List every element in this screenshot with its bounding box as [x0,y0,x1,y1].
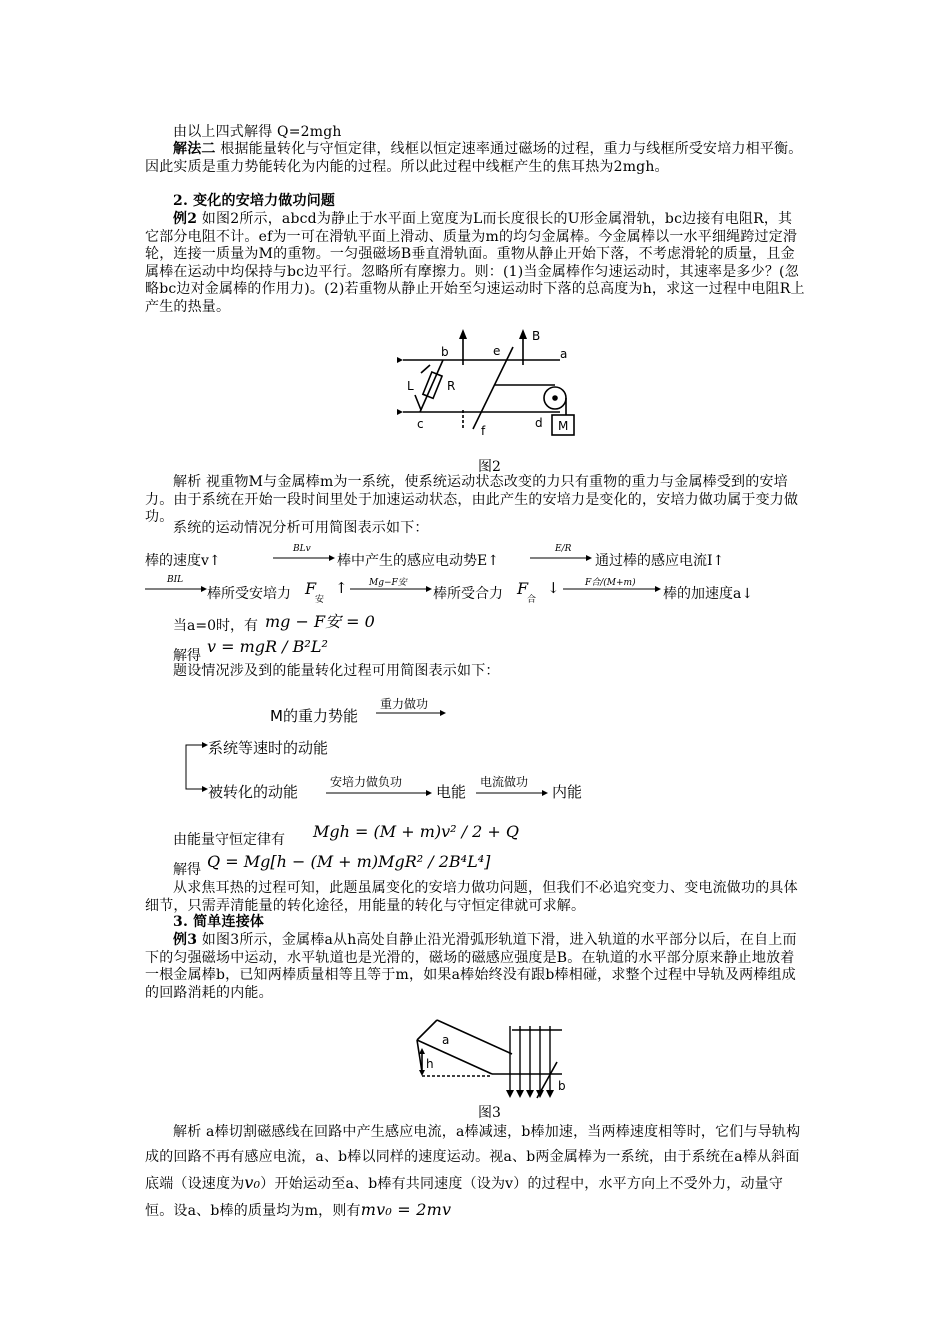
equation-momentum: mv₀ = 2mv [360,1200,452,1219]
label-d: d [535,416,543,430]
figure-2-caption: 图2 [478,459,501,475]
example-2-label: 例2 [173,211,198,227]
section-3-heading: 3. 简单连接体 [173,914,265,930]
chain1-arrow1 [273,554,335,562]
example-2-text: 例2 如图2所示，abcd为静止于水平面上宽度为L而长度很长的U形金属滑轨，bc边接有电阻R，其它部分电阻不计。ef为一可在滑轨平面上滑动、质量为m的均匀金属棒。今金属棒以一水平细绳跨过定滑轮，连接一质量为M的重物。一匀强磁场B垂直滑轨面。重物从静止开始下落，不考虑滑轮的质量，且金属棒在运动中均保持与bc边平行。忽略所有摩擦力。则：(1)当金属棒作匀速运动时，其速率是多少？(忽略bc边对金属棒的作用力)。(2)若重物从静止开始至匀速运动时下落的总高度为h，求这一过程中电阻R上产生的热量。 [145,211,805,315]
label-a: a [442,1033,450,1047]
figure-3-caption: 图3 [478,1105,501,1121]
equation-force-balance: mg − F安 = 0 [265,612,375,631]
flow-arrow1-label: 安培力做负功 [330,775,403,789]
chain1-arrow2 [530,554,592,562]
flow-internal: 内能 [552,783,583,801]
energy-flow-diagram [180,695,610,810]
chain2-down-arrow: ↓ [547,579,560,597]
chain2-arrow0 [145,585,207,593]
paragraph-method-two: 解法二 根据能量转化与守恒定律，线框以恒定速率通过磁场的过程，重力与线框所受安培力相平衡。因此实质是重力势能转化为内能的过程。所以此过程中线框产生的焦耳热为2mgh。 [145,141,803,175]
conservation-line: 由能量守恒定律有 Mgh = (M + m)v² / 2 + Q [173,822,520,848]
flow-branch-converted: 被转化的动能 [208,783,299,801]
example-3-text: 例3 如图3所示，金属棒a从h高处自静止沿光滑弧形轨道下滑，进入轨道的水平部分以后，在自上而下的匀强磁场中运动，水平轨道也是光滑的，磁场的磁感应强度是B。在轨道的水平部分原来静止地放着一根金属棒b，已知两棒质量相等且等于m，如果a棒始终没有跟b棒相碰，求整个过程中导轨及两棒组成的回路消耗的内能。 [145,932,797,1001]
chain2-acceleration: 棒的加速度a↓ [663,586,754,602]
chain2-arrow1-label: Mg−F安 [369,578,407,588]
energy-intro: 题设情况涉及到的能量转化过程可用简图表示如下： [173,663,500,679]
label-b: b [441,345,449,359]
flow-arrow1 [326,789,432,797]
analysis-2: 解析 a棒切割磁感线在回路中产生感应电流，a棒减速，b棒加速，当两棒速度相等时，它们与导轨构成的回路不再有感应电流，a、b棒以同样的速度运动。视a、b两金属棒为一系统，由于系统在a棒从斜面底端（设速度为v₀）开始运动至a、b棒有共同速度（设为v）的过程中，水平方向上不受外力，动量守恒。设a、b棒的质量均为m，则有mv₀ = 2mv [145,1124,801,1219]
analysis-1: 解析 视重物M与金属棒m为一系统，使系统运动状态改变的力只有重物的重力与金属棒受到的安培力。由于系统在开始一段时间里处于加速运动状态，由此产生的安培力是变化的，安培力做功属于变力做功。 [145,474,799,525]
condition-line: 当a=0时，有 mg − F安 = 0 [145,607,805,633]
solve-line-2: 解得 Q = Mg[h − (M + m)MgR² / 2B⁴L⁴] [173,852,491,878]
chain1-emf: 棒中产生的感应电动势E↑ [337,553,499,569]
flow-electric: 电能 [436,783,467,801]
label-e: e [493,344,501,358]
flow-arrow2-label: 电流做功 [480,775,529,789]
label-a: a [560,347,568,361]
label-L: L [407,379,414,393]
flow-bracket [180,739,210,799]
solve-line-1: 解得 v = mgR / B²L² [173,637,328,664]
chain2-arrow1 [350,585,432,593]
equation-energy: Mgh = (M + m)v² / 2 + Q [313,822,520,841]
chain2-arrow2 [563,585,661,593]
equation-velocity: v = mgR / B²L² [207,637,328,656]
label-R: R [447,379,456,393]
chain2-arrow2-label: F合/(M+m) [585,578,636,588]
figure-3-diagram [412,1012,572,1100]
example-3-label: 例3 [173,932,198,948]
chain1-arrow1-label: BLv [293,544,311,554]
paragraph-result: 由以上四式解得 Q=2mgh [173,124,342,140]
motion-chain-1 [145,544,805,570]
flow-arrow0-label: 重力做功 [380,697,429,711]
label-M: M [558,419,569,433]
label-B: B [532,329,541,343]
flow-branch-kinetic: 系统等速时的动能 [208,739,329,757]
label-h: h [426,1057,434,1071]
flow-arrow2 [476,789,548,797]
chain1-velocity: 棒的速度v↑ [145,553,221,569]
chain1-current: 通过棒的感应电流I↑ [595,553,725,569]
label-b: b [558,1079,566,1093]
chain2-ampere-force: 棒所受安培力 [207,586,291,602]
section-2-heading: 2. 变化的安培力做功问题 [173,193,336,209]
chain2-F-he: F $_合$ [517,579,537,606]
label-f: f [481,424,486,438]
chain2-up-arrow: ↑ [335,579,348,597]
chain1-arrow2-label: E/R [555,544,572,554]
equation-heat: Q = Mg[h − (M + m)MgR² / 2B⁴L⁴] [207,852,491,871]
symbol-v0: v₀ [244,1173,261,1192]
motion-chain-2 [145,575,805,606]
chain2-net-force: 棒所受合力 [433,586,503,602]
flow-start: M的重力势能 [270,707,358,725]
chain2-F-an: F $_安$ [305,579,325,606]
conclusion: 从求焦耳热的过程可知，此题虽属变化的安培力做功问题，但我们不必追究变力、变电流做功的具体细节，只需弄清能量的转化途径，用能量的转化与守恒定律就可求解。 [145,880,798,914]
flow-arrow0 [376,709,446,717]
chain2-arrow0-label: BIL [167,575,184,585]
figure-2-diagram [395,325,580,443]
label-c: c [417,417,424,431]
motion-intro: 系统的运动情况分析可用简图表示如下： [173,520,429,536]
method-two-label: 解法二 [173,141,216,157]
